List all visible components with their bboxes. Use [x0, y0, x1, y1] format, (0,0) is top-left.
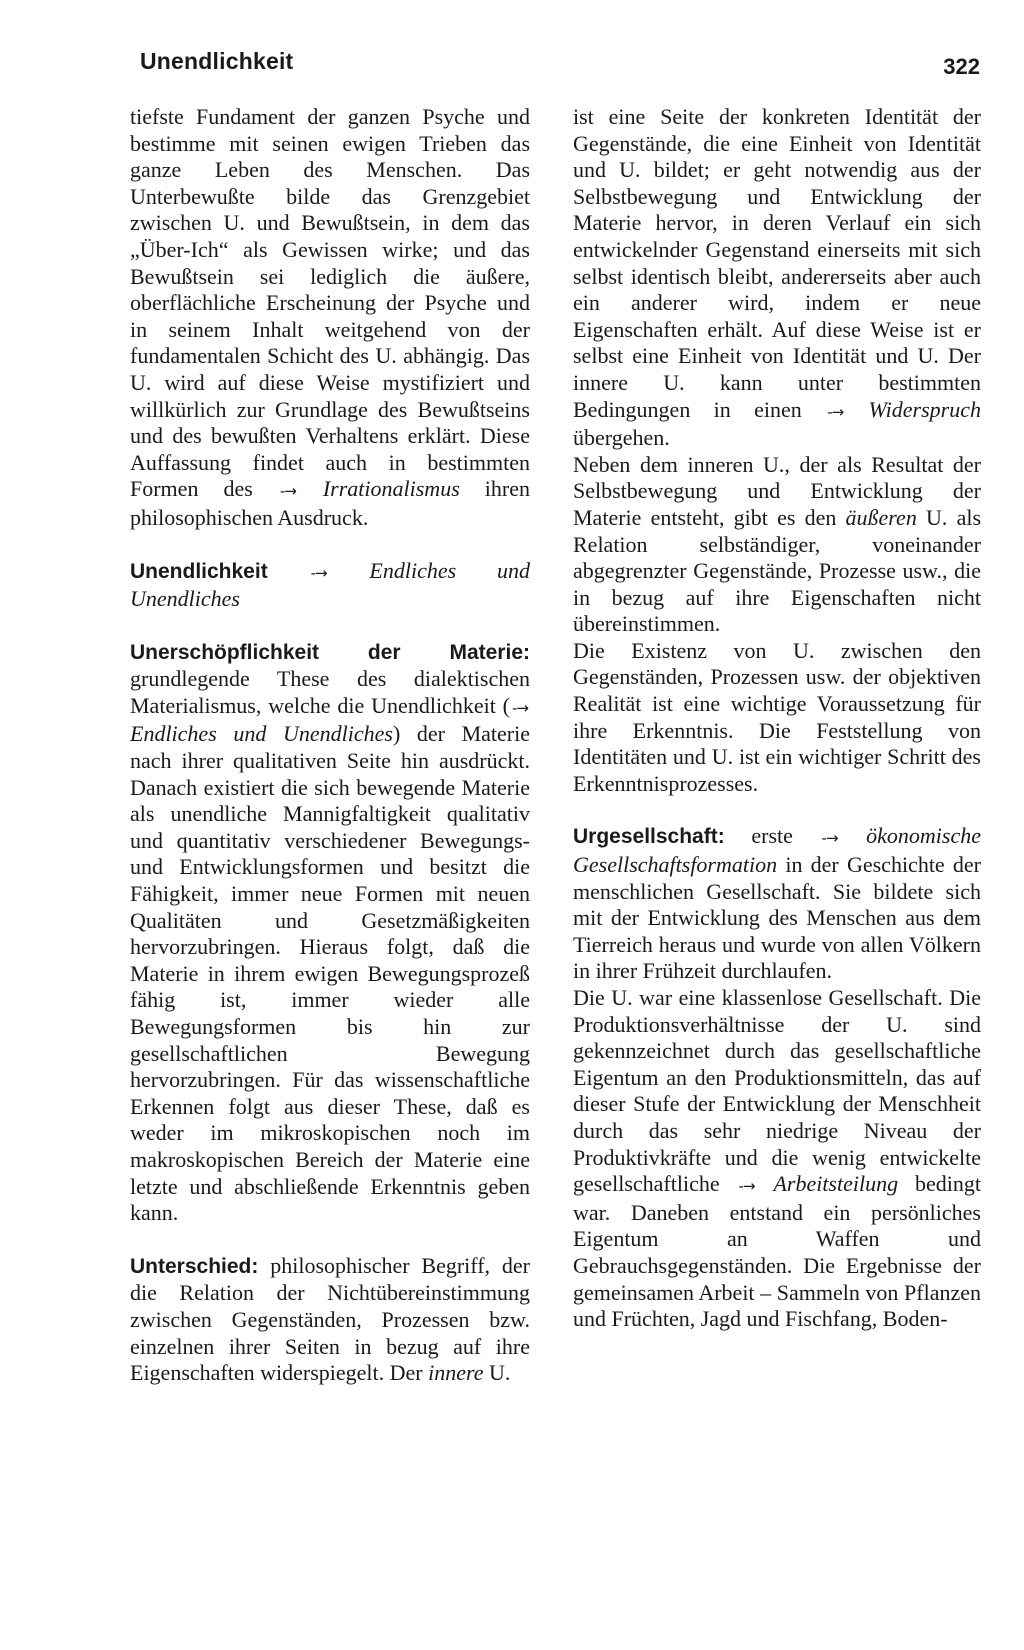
entry-urgesellschaft — [573, 823, 981, 985]
emphasis-innere: innere — [428, 1360, 484, 1386]
definition-text-b: in der Geschichte der menschlichen Gesellschaft. Sie bildete sich mit der Entwicklung des Menschen aus dem Tierreich heraus und wurde von allen Völkern in ihrer Frühzeit durchlaufen. — [573, 852, 981, 984]
paragraph-text: Die U. war eine klassenlose Gesellschaft. Die Produktionsverhältnisse der U. sind gekennzeichnet durch das gesellschaftliche Eigentum an den Produktionsmitteln, das auf dieser Stufe der Entwicklung der Menschheit durch das sehr niedrige Niveau der Produktivkräfte und die wenig entwickelte gesellschaftliche — [573, 985, 981, 1197]
page-number: 322 — [943, 54, 980, 79]
running-head: Unendlichkeit — [140, 48, 294, 74]
continued-text: tiefste Fundament der ganzen Psyche und bestimme mit seinen ewigen Trieben das ganze Leben des Menschen. Das Unterbewußte bilde das Grenzgebiet zwischen U. und Bewußtsein, in dem das „Über-Ich“ als Gewissen wirke; und das Bewußtsein sei lediglich die äußere, oberflächliche Erscheinung der Psyche und in seinem Inhalt weitgehend von der fundamentalen Schicht des U. abhängig. Das U. wird auf diese Weise mystifiziert und willkürlich zur Grundlage des Bewußtseins und des bewußten Verhaltens erklärt. Diese Auffassung findet auch in bestimmten Formen des — [130, 104, 530, 502]
cross-reference-endliches-und-unendliches[interactable]: Endliches und Unendliches — [130, 557, 531, 612]
lemma-unerschoepflichkeit: Unerschöpflichkeit der Materie: — [130, 640, 530, 664]
entry-unendlichkeit — [130, 558, 530, 613]
paragraph-text: ist eine Seite der konkreten Identität der Gegenstände, die eine Einheit von Identität und U. bildet; er geht notwendig aus der Selbstbewegung und Entwicklung der Materie hervor, in deren Verlauf ein sich entwickelnder Gegenstand einerseits mit sich selbst identisch bleibt, andererseits aber auch ein anderer wird, indem er neue Eigenschaften erhält. Auf diese Weise ist er selbst eine Einheit von Identität und U. Der innere U. kann unter bestimmten Bedingungen in einen — [573, 104, 981, 422]
lemma-urgesellschaft: Urgesellschaft: — [573, 825, 725, 849]
cross-reference-arrow-icon: -→ — [512, 698, 528, 717]
paragraph-text: bedingt war. Daneben entstand ein persönliches Eigentum an Waffen und Gebrauchsgegenständen. Die Ergebnisse der gemeinsamen Arbeit – Sammeln von Pflanzen und Früchten, Jagd und Fischfang, Boden- — [573, 1171, 982, 1332]
cross-reference-arrow-icon: -→ — [821, 829, 838, 848]
cross-reference-irrationalismus[interactable]: Irrationalismus — [322, 476, 460, 502]
cross-reference-arrow-icon: -→ — [827, 402, 844, 421]
paragraph-text: Neben dem inneren U., der als Resultat der Selbstbewegung und Entwicklung der Materie entsteht, gibt es den — [573, 451, 981, 530]
definition-text-a: philosophischer Begriff, der die Relation der Nichtübereinstimmung zwischen Gegenständen, Prozessen bzw. einzelnen ihrer Seiten in bezug auf ihre Eigenschaften widerspiegelt. Der — [130, 1252, 531, 1386]
continued-entry-text — [130, 104, 530, 532]
cross-reference-endliches-und-unendliches[interactable]: Endliches und Unendliches — [130, 721, 393, 747]
cross-reference-arrow-icon: -→ — [279, 482, 296, 501]
cross-reference-oekonomische-gesellschaftsformation[interactable]: ökonomische Gesellschaftsformation — [573, 823, 982, 878]
right-column — [573, 104, 981, 1333]
unterschied-continued-p2 — [573, 452, 981, 638]
definition-text-b: U. — [489, 1360, 511, 1386]
paragraph-text: übergehen. — [573, 425, 670, 451]
cross-reference-arbeitsteilung[interactable]: Arbeitsteilung — [773, 1171, 899, 1197]
emphasis-aeusseren: äußeren — [845, 504, 917, 530]
definition-text-a: erste — [751, 823, 793, 849]
definition-text-a: grundlegende These des dialektischen Materialismus, welche die Unendlichkeit ( — [130, 666, 530, 718]
unterschied-continued-p3: Die Existenz von U. zwischen den Gegenständen, Prozessen usw. der objektiven Realität ist eine wichtige Voraussetzung für ihre Erkenntnis. Die Feststellung von Identitäten und U. ist ein wichtiger Schritt des Erkenntnisprozesses. — [573, 637, 981, 796]
continued-text-tail: ihren philosophischen Ausdruck. — [130, 476, 530, 530]
urgesellschaft-p2 — [573, 985, 981, 1333]
entry-unerschoepflichkeit — [130, 639, 530, 1227]
unterschied-continued-p1 — [573, 104, 981, 452]
cross-reference-arrow-icon: -→ — [310, 563, 327, 582]
cross-reference-widerspruch[interactable]: Widerspruch — [868, 396, 981, 422]
cross-reference-arrow-icon: -→ — [738, 1177, 755, 1196]
lemma-unendlichkeit: Unendlichkeit — [130, 559, 268, 583]
lemma-unterschied: Unterschied: — [130, 1254, 259, 1278]
entry-unterschied — [130, 1253, 530, 1387]
paragraph-text: U. als Relation selbständiger, voneinander abgegrenzter Gegenstände, Prozesse usw., die in bezug auf ihre Eigenschaften nicht übereinstimmen. — [573, 504, 982, 637]
left-column — [130, 104, 530, 1387]
definition-text-b: ) der Materie nach ihrer qualitativen Seite hin ausdrückt. Danach existiert die sich bewegende Materie als unendliche Mannigfaltigkeit qualitativ und quantitativ verschiedener Bewegungs- und Entwicklungsformen und besitzt die Fähigkeit, immer neue Formen mit neuen Qualitäten und Gesetzmäßigkeiten hervorzubringen. Hieraus folgt, daß die Materie in ihrem ewigen Bewegungsprozeß fähig ist, immer wieder alle Bewegungsformen bis hin zur gesellschaftlichen Bewegung hervorzubringen. Für das wissenschaftliche Erkennen folgt aus dieser These, daß es weder im mikroskopischen noch im makroskopischen Bereich der Materie eine letzte und abschließende Erkenntnis geben kann. — [130, 721, 530, 1226]
